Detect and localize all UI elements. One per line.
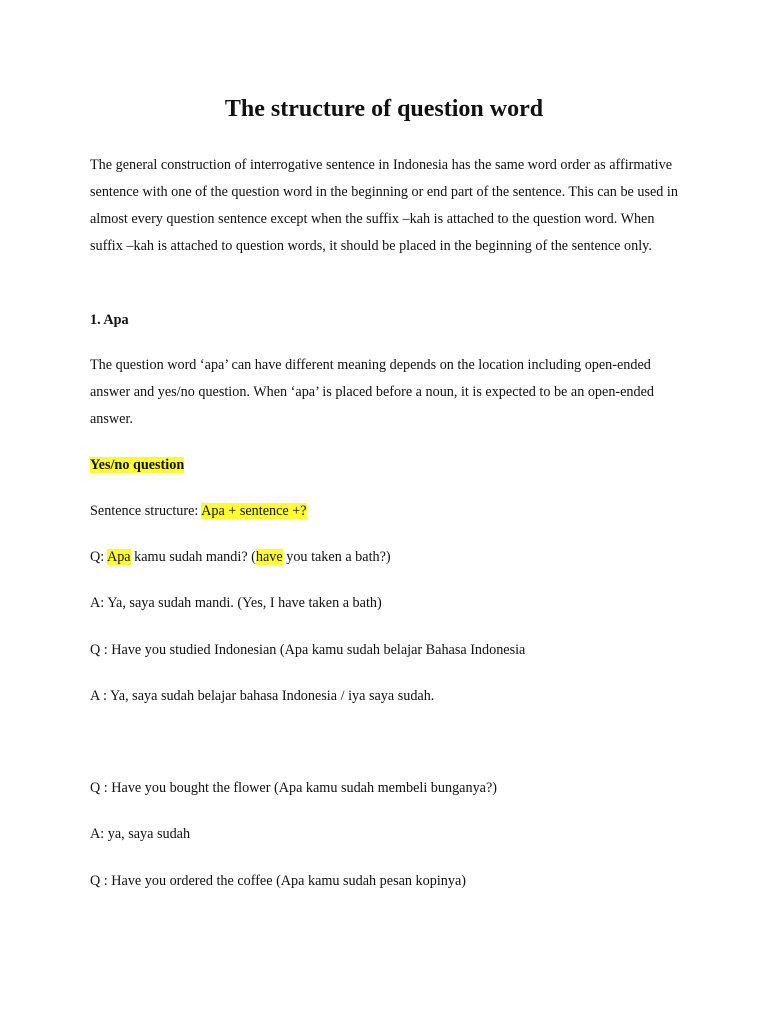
section-paragraph: The question word ‘apa’ can have different meaning depends on the location including open-ended answer and yes/no question. When ‘apa’ is placed before a noun, it is expected to be an open-ended answer.	[90, 357, 655, 427]
question-3: Q : Have you bought the flower (Apa kamu sudah membeli bunganya?)	[90, 780, 497, 796]
q1-prefix: Q:	[90, 549, 107, 565]
question-4: Q : Have you ordered the coffee (Apa kamu sudah pesan kopinya)	[90, 873, 466, 889]
structure-formula: Apa + sentence +?	[201, 503, 307, 519]
intro-paragraph: The general construction of interrogative sentence in Indonesia has the same word order as affirmative sentence with one of the question word in the beginning or end part of the sentence. This can be used in almost every question sentence except when the suffix –kah is attached to the question word. When suffix –kah is attached to question words, it should be placed in the beginning of the sentence only.	[90, 157, 678, 254]
subheading	[90, 455, 184, 475]
subheading-highlight: Yes/no question	[90, 457, 185, 473]
question-1	[90, 547, 391, 567]
q1-end: you taken a bath?)	[282, 549, 391, 565]
q1-have-highlight: have	[255, 549, 283, 565]
answer-3: A: ya, saya sudah	[90, 826, 191, 842]
structure-label: Sentence structure:	[90, 503, 202, 519]
question-2: Q : Have you studied Indonesian (Apa kamu sudah belajar Bahasa Indonesia	[90, 642, 526, 658]
q1-middle: kamu sudah mandi? (	[130, 549, 256, 565]
answer-1: A: Ya, saya sudah mandi. (Yes, I have taken a bath)	[90, 595, 382, 611]
q1-apa-highlight: Apa	[106, 549, 131, 565]
section-heading: 1. Apa	[90, 312, 129, 328]
sentence-structure-line	[90, 501, 307, 521]
page-title: The structure of question word	[224, 96, 544, 122]
answer-2: A : Ya, saya sudah belajar bahasa Indonesia / iya saya sudah.	[90, 688, 435, 704]
